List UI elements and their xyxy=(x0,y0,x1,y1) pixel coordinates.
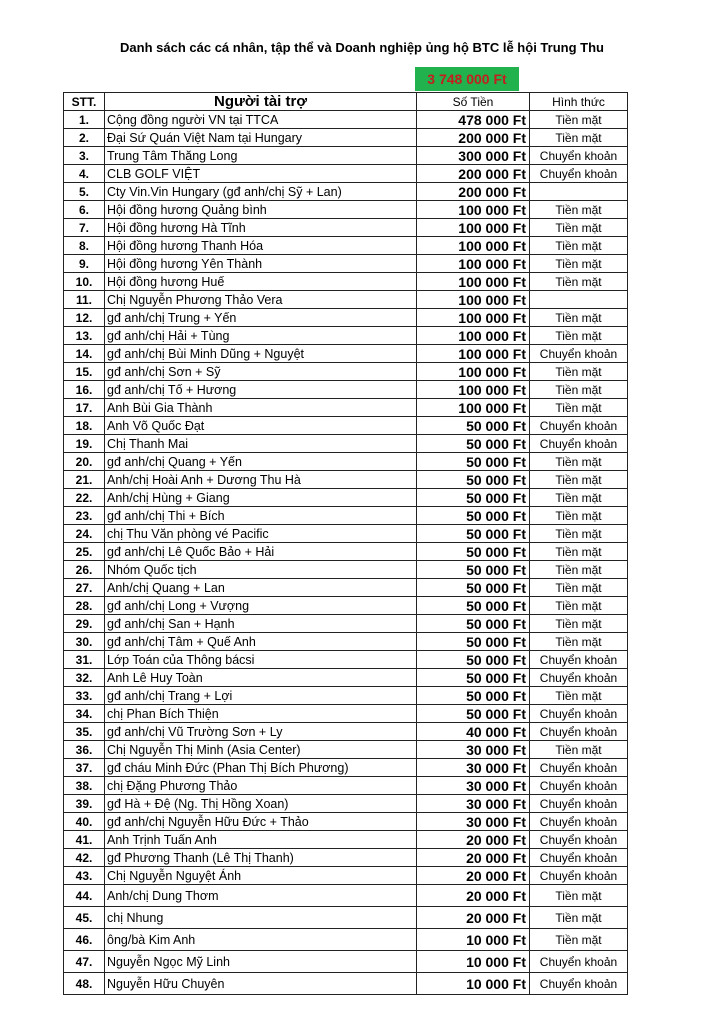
row-sponsor-name: gđ anh/chị Thi + Bích xyxy=(105,507,417,525)
row-stt: 12. xyxy=(64,309,105,327)
row-payment-method: Tiền mặt xyxy=(530,741,628,759)
table-row xyxy=(64,291,628,309)
row-payment-method: Tiền mặt xyxy=(530,219,628,237)
table-row xyxy=(64,723,628,741)
row-payment-method: Tiền mặt xyxy=(530,363,628,381)
sponsor-table xyxy=(63,92,628,995)
row-amount: 50 000 Ft xyxy=(417,561,530,579)
row-amount: 478 000 Ft xyxy=(417,111,530,129)
row-sponsor-name: Cộng đồng người VN tại TTCA xyxy=(105,111,417,129)
table-row xyxy=(64,633,628,651)
row-amount: 20 000 Ft xyxy=(417,867,530,885)
table-row xyxy=(64,381,628,399)
table-row xyxy=(64,417,628,435)
row-stt: 43. xyxy=(64,867,105,885)
row-sponsor-name: gđ anh/chị Lê Quốc Bảo + Hải xyxy=(105,543,417,561)
row-payment-method: Tiền mặt xyxy=(530,201,628,219)
table-row xyxy=(64,651,628,669)
row-stt: 13. xyxy=(64,327,105,345)
row-stt: 21. xyxy=(64,471,105,489)
row-payment-method: Tiền mặt xyxy=(530,237,628,255)
table-row xyxy=(64,237,628,255)
table-row xyxy=(64,489,628,507)
table-row xyxy=(64,543,628,561)
row-sponsor-name: Hội đồng hương Hà Tĩnh xyxy=(105,219,417,237)
row-amount: 50 000 Ft xyxy=(417,633,530,651)
row-amount: 50 000 Ft xyxy=(417,669,530,687)
row-payment-method: Tiền mặt xyxy=(530,255,628,273)
row-sponsor-name: Chị Thanh Mai xyxy=(105,435,417,453)
table-row xyxy=(64,435,628,453)
row-sponsor-name: Anh Lê Huy Toàn xyxy=(105,669,417,687)
row-stt: 29. xyxy=(64,615,105,633)
row-payment-method: Tiền mặt xyxy=(530,399,628,417)
row-amount: 50 000 Ft xyxy=(417,507,530,525)
row-sponsor-name: gđ anh/chị Sơn + Sỹ xyxy=(105,363,417,381)
row-stt: 1. xyxy=(64,111,105,129)
row-payment-method: Chuyển khoản xyxy=(530,435,628,453)
row-payment-method: Chuyển khoản xyxy=(530,849,628,867)
table-row xyxy=(64,759,628,777)
row-sponsor-name: Nhóm Quốc tịch xyxy=(105,561,417,579)
row-amount: 100 000 Ft xyxy=(417,273,530,291)
table-row xyxy=(64,201,628,219)
row-stt: 30. xyxy=(64,633,105,651)
row-payment-method: Tiền mặt xyxy=(530,907,628,929)
row-sponsor-name: Anh/chị Hùng + Giang xyxy=(105,489,417,507)
table-row xyxy=(64,669,628,687)
row-stt: 11. xyxy=(64,291,105,309)
table-row xyxy=(64,687,628,705)
row-amount: 20 000 Ft xyxy=(417,907,530,929)
table-row xyxy=(64,907,628,929)
row-amount: 50 000 Ft xyxy=(417,597,530,615)
row-stt: 37. xyxy=(64,759,105,777)
row-amount: 20 000 Ft xyxy=(417,885,530,907)
table-row xyxy=(64,597,628,615)
table-row xyxy=(64,777,628,795)
row-amount: 50 000 Ft xyxy=(417,417,530,435)
table-row xyxy=(64,973,628,995)
row-sponsor-name: Đại Sứ Quán Việt Nam tại Hungary xyxy=(105,129,417,147)
row-sponsor-name: gđ anh/chị Vũ Trường Sơn + Ly xyxy=(105,723,417,741)
row-sponsor-name: Chị Nguyễn Thị Minh (Asia Center) xyxy=(105,741,417,759)
row-sponsor-name: Nguyễn Ngọc Mỹ Linh xyxy=(105,951,417,973)
table-row xyxy=(64,165,628,183)
row-payment-method: Tiền mặt xyxy=(530,561,628,579)
row-payment-method: Tiền mặt xyxy=(530,885,628,907)
table-row xyxy=(64,399,628,417)
header-stt: STT. xyxy=(64,93,105,111)
row-stt: 28. xyxy=(64,597,105,615)
table-row xyxy=(64,111,628,129)
row-payment-method: Tiền mặt xyxy=(530,633,628,651)
row-payment-method: Tiền mặt xyxy=(530,111,628,129)
row-amount: 100 000 Ft xyxy=(417,291,530,309)
row-stt: 47. xyxy=(64,951,105,973)
row-payment-method: Tiền mặt xyxy=(530,327,628,345)
row-amount: 100 000 Ft xyxy=(417,363,530,381)
table-row xyxy=(64,183,628,201)
row-payment-method: Tiền mặt xyxy=(530,929,628,951)
row-sponsor-name: Anh/chị Dung Thơm xyxy=(105,885,417,907)
row-stt: 19. xyxy=(64,435,105,453)
row-stt: 46. xyxy=(64,929,105,951)
row-payment-method: Tiền mặt xyxy=(530,489,628,507)
row-payment-method: Chuyển khoản xyxy=(530,417,628,435)
row-stt: 41. xyxy=(64,831,105,849)
table-row xyxy=(64,885,628,907)
row-stt: 16. xyxy=(64,381,105,399)
row-sponsor-name: Anh Bùi Gia Thành xyxy=(105,399,417,417)
row-amount: 50 000 Ft xyxy=(417,543,530,561)
row-sponsor-name: gđ anh/chị Trung + Yến xyxy=(105,309,417,327)
row-stt: 5. xyxy=(64,183,105,201)
row-sponsor-name: gđ anh/chị Long + Vượng xyxy=(105,597,417,615)
row-sponsor-name: Cty Vin.Vin Hungary (gđ anh/chị Sỹ + Lan) xyxy=(105,183,417,201)
row-sponsor-name: Hội đồng hương Yên Thành xyxy=(105,255,417,273)
row-amount: 50 000 Ft xyxy=(417,579,530,597)
row-sponsor-name: Hội đồng hương Thanh Hóa xyxy=(105,237,417,255)
row-payment-method: Chuyển khoản xyxy=(530,345,628,363)
row-payment-method xyxy=(530,183,628,201)
row-payment-method: Chuyển khoản xyxy=(530,777,628,795)
row-stt: 7. xyxy=(64,219,105,237)
row-sponsor-name: Hội đồng hương Quảng bình xyxy=(105,201,417,219)
row-stt: 40. xyxy=(64,813,105,831)
row-stt: 17. xyxy=(64,399,105,417)
table-row xyxy=(64,453,628,471)
row-amount: 50 000 Ft xyxy=(417,651,530,669)
table-row xyxy=(64,345,628,363)
row-payment-method: Tiền mặt xyxy=(530,543,628,561)
row-amount: 30 000 Ft xyxy=(417,795,530,813)
row-amount: 50 000 Ft xyxy=(417,615,530,633)
row-sponsor-name: Chị Nguyễn Nguyệt Ánh xyxy=(105,867,417,885)
row-stt: 22. xyxy=(64,489,105,507)
row-sponsor-name: gđ cháu Minh Đức (Phan Thị Bích Phương) xyxy=(105,759,417,777)
row-payment-method: Tiền mặt xyxy=(530,579,628,597)
row-sponsor-name: chị Phan Bích Thiện xyxy=(105,705,417,723)
row-payment-method: Chuyển khoản xyxy=(530,867,628,885)
row-stt: 8. xyxy=(64,237,105,255)
row-payment-method: Chuyển khoản xyxy=(530,651,628,669)
row-sponsor-name: gđ anh/chị San + Hạnh xyxy=(105,615,417,633)
row-stt: 15. xyxy=(64,363,105,381)
row-amount: 200 000 Ft xyxy=(417,165,530,183)
row-sponsor-name: gđ anh/chị Nguyễn Hữu Đức + Thảo xyxy=(105,813,417,831)
row-payment-method: Tiền mặt xyxy=(530,381,628,399)
row-payment-method: Tiền mặt xyxy=(530,507,628,525)
row-stt: 24. xyxy=(64,525,105,543)
row-payment-method: Chuyển khoản xyxy=(530,759,628,777)
row-sponsor-name: CLB GOLF VIỆT xyxy=(105,165,417,183)
row-payment-method: Tiền mặt xyxy=(530,471,628,489)
row-amount: 100 000 Ft xyxy=(417,327,530,345)
row-amount: 100 000 Ft xyxy=(417,219,530,237)
row-amount: 100 000 Ft xyxy=(417,309,530,327)
row-stt: 14. xyxy=(64,345,105,363)
row-amount: 200 000 Ft xyxy=(417,183,530,201)
row-sponsor-name: chị Đặng Phương Thảo xyxy=(105,777,417,795)
row-stt: 25. xyxy=(64,543,105,561)
table-row xyxy=(64,273,628,291)
row-sponsor-name: Anh/chị Quang + Lan xyxy=(105,579,417,597)
row-payment-method: Chuyển khoản xyxy=(530,705,628,723)
row-payment-method: Chuyển khoản xyxy=(530,813,628,831)
row-payment-method: Tiền mặt xyxy=(530,453,628,471)
row-stt: 48. xyxy=(64,973,105,995)
row-stt: 45. xyxy=(64,907,105,929)
table-row xyxy=(64,705,628,723)
row-amount: 10 000 Ft xyxy=(417,929,530,951)
table-row xyxy=(64,741,628,759)
row-sponsor-name: ông/bà Kim Anh xyxy=(105,929,417,951)
row-amount: 50 000 Ft xyxy=(417,453,530,471)
row-sponsor-name: Lớp Toán của Thông bácsi xyxy=(105,651,417,669)
row-payment-method: Tiền mặt xyxy=(530,129,628,147)
row-payment-method: Tiền mặt xyxy=(530,309,628,327)
row-stt: 6. xyxy=(64,201,105,219)
row-payment-method: Tiền mặt xyxy=(530,687,628,705)
row-sponsor-name: gđ anh/chị Tố + Hương xyxy=(105,381,417,399)
row-stt: 44. xyxy=(64,885,105,907)
header-sponsor: Người tài trợ xyxy=(105,93,417,111)
row-payment-method: Tiền mặt xyxy=(530,615,628,633)
row-stt: 20. xyxy=(64,453,105,471)
row-amount: 100 000 Ft xyxy=(417,255,530,273)
row-amount: 100 000 Ft xyxy=(417,201,530,219)
row-sponsor-name: chị Nhung xyxy=(105,907,417,929)
row-sponsor-name: Chị Nguyễn Phương Thảo Vera xyxy=(105,291,417,309)
row-stt: 33. xyxy=(64,687,105,705)
header-amount: Số Tiền xyxy=(417,93,530,111)
table-row xyxy=(64,813,628,831)
table-header-row xyxy=(64,93,628,111)
row-stt: 34. xyxy=(64,705,105,723)
row-amount: 300 000 Ft xyxy=(417,147,530,165)
row-amount: 50 000 Ft xyxy=(417,471,530,489)
table-row xyxy=(64,309,628,327)
row-amount: 30 000 Ft xyxy=(417,777,530,795)
row-amount: 100 000 Ft xyxy=(417,345,530,363)
row-payment-method: Chuyển khoản xyxy=(530,723,628,741)
row-sponsor-name: Anh/chị Hoài Anh + Dương Thu Hà xyxy=(105,471,417,489)
row-payment-method xyxy=(530,291,628,309)
row-stt: 36. xyxy=(64,741,105,759)
row-amount: 100 000 Ft xyxy=(417,399,530,417)
row-sponsor-name: gđ Hà + Đệ (Ng. Thị Hồng Xoan) xyxy=(105,795,417,813)
table-row xyxy=(64,929,628,951)
row-amount: 20 000 Ft xyxy=(417,849,530,867)
row-payment-method: Chuyển khoản xyxy=(530,951,628,973)
row-sponsor-name: gđ Phương Thanh (Lê Thị Thanh) xyxy=(105,849,417,867)
table-row xyxy=(64,219,628,237)
row-amount: 20 000 Ft xyxy=(417,831,530,849)
table-row xyxy=(64,867,628,885)
row-sponsor-name: Trung Tâm Thăng Long xyxy=(105,147,417,165)
row-stt: 9. xyxy=(64,255,105,273)
header-payment-method: Hình thức xyxy=(530,93,628,111)
table-row xyxy=(64,951,628,973)
row-amount: 50 000 Ft xyxy=(417,687,530,705)
table-row xyxy=(64,615,628,633)
row-amount: 50 000 Ft xyxy=(417,435,530,453)
row-sponsor-name: gđ anh/chị Tâm + Quế Anh xyxy=(105,633,417,651)
row-amount: 50 000 Ft xyxy=(417,705,530,723)
table-row xyxy=(64,255,628,273)
table-row xyxy=(64,327,628,345)
table-row xyxy=(64,849,628,867)
table-row xyxy=(64,129,628,147)
row-stt: 10. xyxy=(64,273,105,291)
table-row xyxy=(64,795,628,813)
row-amount: 40 000 Ft xyxy=(417,723,530,741)
row-stt: 32. xyxy=(64,669,105,687)
table-row xyxy=(64,507,628,525)
table-row xyxy=(64,561,628,579)
row-amount: 50 000 Ft xyxy=(417,489,530,507)
row-sponsor-name: Hội đồng hương Huế xyxy=(105,273,417,291)
row-sponsor-name: gđ anh/chị Quang + Yến xyxy=(105,453,417,471)
row-payment-method: Chuyển khoản xyxy=(530,831,628,849)
table-row xyxy=(64,525,628,543)
sponsor-table-body xyxy=(64,93,628,995)
row-sponsor-name: Anh Trịnh Tuấn Anh xyxy=(105,831,417,849)
row-stt: 42. xyxy=(64,849,105,867)
row-payment-method: Chuyển khoản xyxy=(530,973,628,995)
row-amount: 100 000 Ft xyxy=(417,381,530,399)
row-amount: 200 000 Ft xyxy=(417,129,530,147)
row-payment-method: Tiền mặt xyxy=(530,525,628,543)
row-amount: 10 000 Ft xyxy=(417,973,530,995)
row-stt: 23. xyxy=(64,507,105,525)
row-amount: 30 000 Ft xyxy=(417,759,530,777)
row-payment-method: Chuyển khoản xyxy=(530,165,628,183)
row-sponsor-name: Nguyễn Hữu Chuyên xyxy=(105,973,417,995)
row-stt: 26. xyxy=(64,561,105,579)
table-row xyxy=(64,471,628,489)
row-stt: 2. xyxy=(64,129,105,147)
row-amount: 10 000 Ft xyxy=(417,951,530,973)
row-payment-method: Chuyển khoản xyxy=(530,669,628,687)
row-amount: 50 000 Ft xyxy=(417,525,530,543)
row-payment-method: Tiền mặt xyxy=(530,597,628,615)
total-amount-badge: 3 748 000 Ft xyxy=(415,67,519,91)
row-amount: 30 000 Ft xyxy=(417,813,530,831)
row-stt: 35. xyxy=(64,723,105,741)
row-stt: 38. xyxy=(64,777,105,795)
table-row xyxy=(64,147,628,165)
row-stt: 4. xyxy=(64,165,105,183)
row-stt: 18. xyxy=(64,417,105,435)
table-row xyxy=(64,831,628,849)
row-sponsor-name: gđ anh/chị Trang + Lợi xyxy=(105,687,417,705)
row-stt: 3. xyxy=(64,147,105,165)
row-sponsor-name: chị Thu Văn phòng vé Pacific xyxy=(105,525,417,543)
row-stt: 39. xyxy=(64,795,105,813)
row-payment-method: Tiền mặt xyxy=(530,273,628,291)
row-payment-method: Chuyển khoản xyxy=(530,147,628,165)
row-amount: 30 000 Ft xyxy=(417,741,530,759)
row-sponsor-name: gđ anh/chị Bùi Minh Dũng + Nguyệt xyxy=(105,345,417,363)
row-stt: 31. xyxy=(64,651,105,669)
table-row xyxy=(64,579,628,597)
row-sponsor-name: gđ anh/chị Hải + Tùng xyxy=(105,327,417,345)
row-sponsor-name: Anh Võ Quốc Đạt xyxy=(105,417,417,435)
document-title: Danh sách các cá nhân, tập thể và Doanh nghiệp ủng hộ BTC lễ hội Trung Thu xyxy=(120,40,604,55)
row-payment-method: Chuyển khoản xyxy=(530,795,628,813)
row-amount: 100 000 Ft xyxy=(417,237,530,255)
row-stt: 27. xyxy=(64,579,105,597)
table-row xyxy=(64,363,628,381)
